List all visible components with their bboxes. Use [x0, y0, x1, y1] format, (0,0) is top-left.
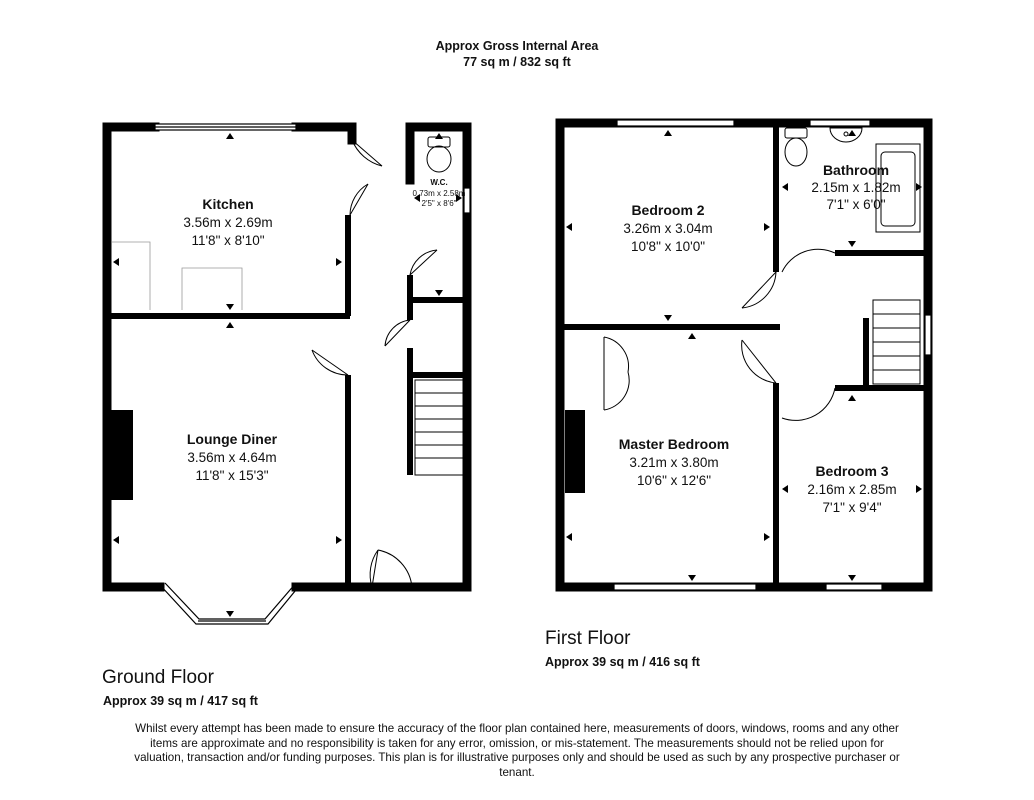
lounge-diner-metric: 3.56m x 4.64m [187, 450, 277, 465]
basin-icon [830, 128, 862, 142]
bedroom-2-metric: 3.26m x 3.04m [623, 221, 713, 236]
kitchen-metric: 3.56m x 2.69m [183, 215, 273, 230]
ground-floor-inner-walls [107, 215, 467, 587]
room-labels [183, 162, 900, 515]
bathroom-imperial: 7'1" x 6'0" [826, 197, 886, 212]
kitchen-units [112, 242, 242, 310]
master-bedroom-name: Master Bedroom [618, 436, 730, 452]
bay-window [160, 583, 300, 624]
disclaimer-text: Whilst every attempt has been made to ensure the accuracy of the floor plan contained here, measurements of doors, windows, rooms and any other items are approximate and no responsibility is taken for any error, omission, or mis-statement. The measurements should not be relied upon for valuation, transaction and/or funding purposes. This plan is for illustrative purposes only and should be used as such by any prospective purchaser or tenant. [134, 722, 900, 779]
fireplace [110, 410, 133, 500]
bedroom-3-metric: 2.16m x 2.85m [807, 482, 897, 497]
bedroom-2-name: Bedroom 2 [631, 202, 705, 218]
bedroom-3-name: Bedroom 3 [815, 463, 889, 479]
first-floor-doors [742, 249, 835, 420]
first-floor-stairs [873, 300, 920, 384]
master-bedroom-imperial: 10'6" x 12'6" [636, 473, 712, 488]
kitchen-imperial: 11'8" x 8'10" [191, 233, 265, 248]
gross-area-value: 77 sq m / 832 sq ft [463, 55, 571, 69]
wc-imperial: 2'5" x 8'6" [421, 199, 457, 208]
wc-name: W.C. [430, 178, 448, 187]
bathroom-toilet-icon [785, 128, 807, 166]
ground-floor-area: Approx 39 sq m / 417 sq ft [103, 694, 258, 708]
ground-floor-stairs [415, 380, 463, 475]
ground-floor-plan [107, 124, 470, 624]
kitchen-name: Kitchen [202, 196, 254, 212]
lounge-diner-imperial: 11'8" x 15'3" [195, 468, 269, 483]
ground-floor-doors [312, 140, 437, 587]
master-bedroom-metric: 3.21m x 3.80m [629, 455, 719, 470]
gross-area-title: Approx Gross Internal Area [435, 39, 599, 53]
first-floor-area: Approx 39 sq m / 416 sq ft [545, 655, 700, 669]
bathroom-metric: 2.15m x 1.82m [811, 180, 901, 195]
bathroom-name: Bathroom [822, 162, 890, 178]
bedroom-3-imperial: 7'1" x 9'4" [822, 500, 882, 515]
wc-toilet-icon [427, 137, 451, 172]
first-floor-title: First Floor [545, 628, 631, 649]
chimney-breast [565, 410, 585, 493]
lounge-diner-name: Lounge Diner [186, 431, 278, 447]
bedroom-2-imperial: 10'8" x 10'0" [630, 239, 706, 254]
wardrobe [604, 337, 629, 410]
wc-metric: 0.73m x 2.58m [412, 189, 466, 198]
ground-floor-title: Ground Floor [102, 667, 214, 688]
